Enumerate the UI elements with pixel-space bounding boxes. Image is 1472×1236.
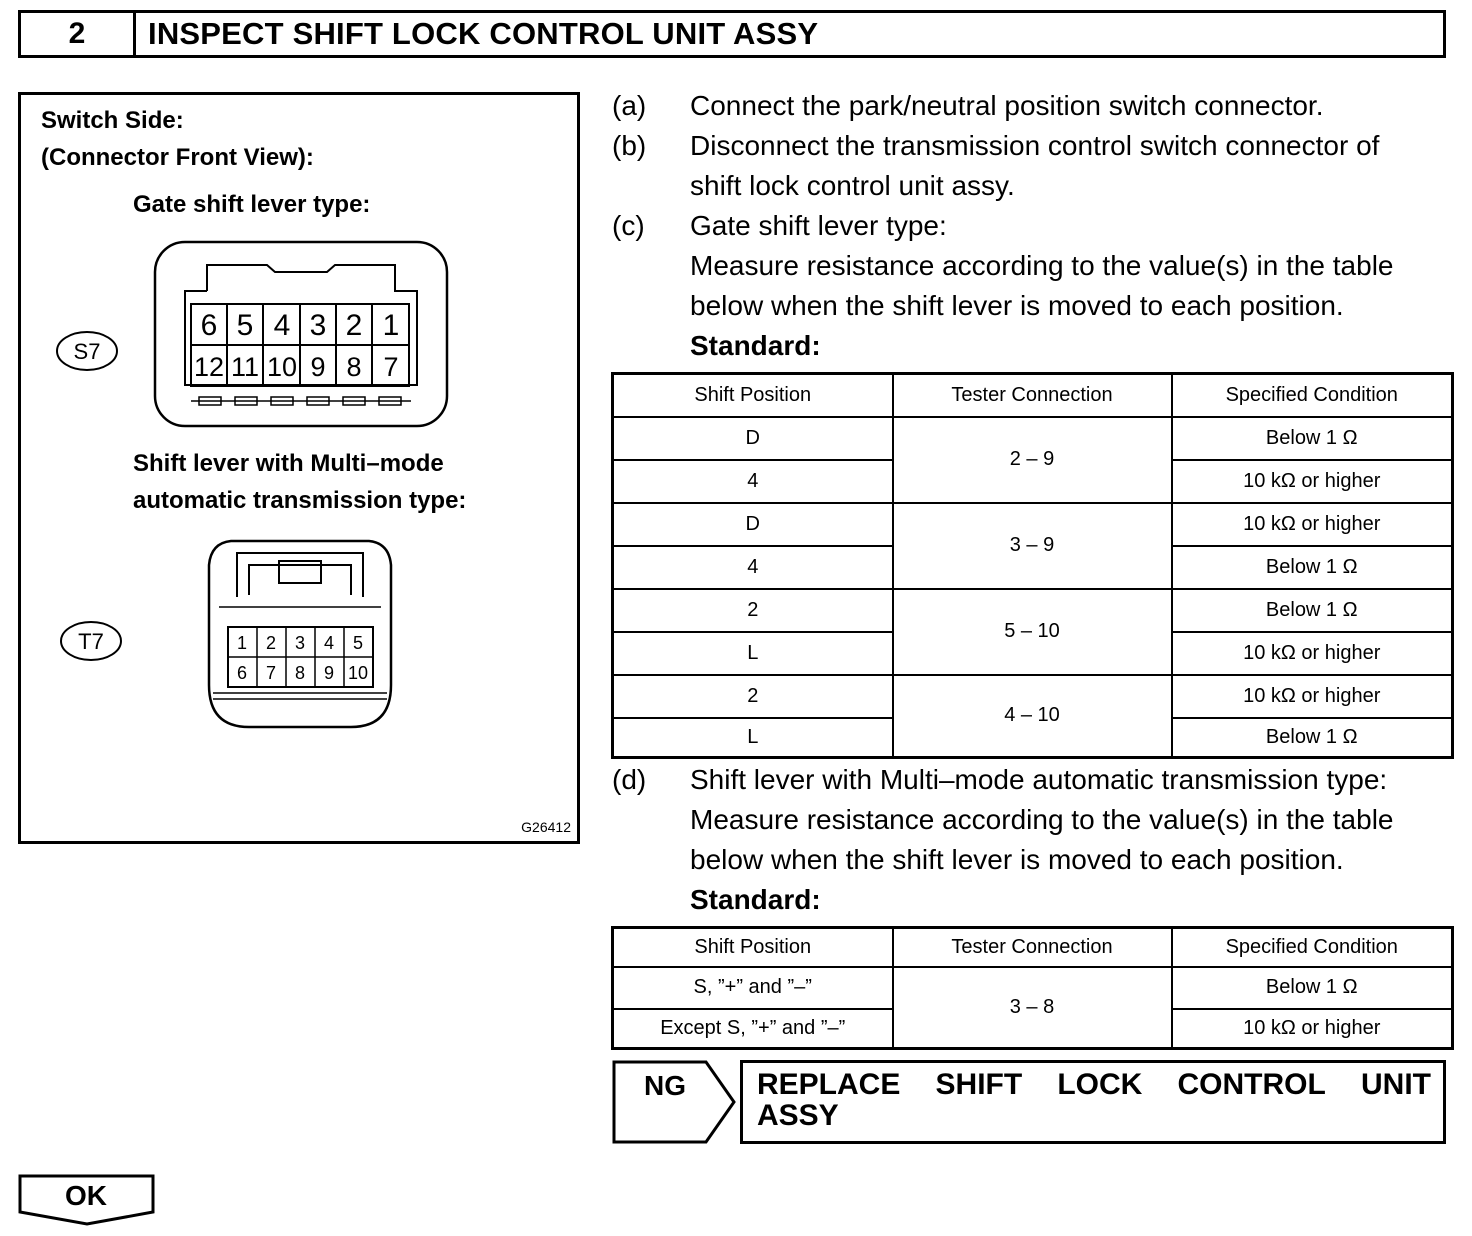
table1-cell-pos: 2 xyxy=(613,589,893,632)
s7-pin: 6 xyxy=(200,309,218,342)
table2-cell-conn: 3 – 8 xyxy=(893,967,1172,1049)
table1-cell-cond: 10 kΩ or higher xyxy=(1172,632,1453,675)
ng-result xyxy=(612,1060,1446,1144)
t7-pin: 4 xyxy=(323,633,335,653)
front-view-label: (Connector Front View): xyxy=(41,144,314,171)
t7-callout: T7 xyxy=(78,629,104,654)
figure-code: G26412 xyxy=(521,819,571,835)
table2-header-tester: Tester Connection xyxy=(893,928,1172,967)
s7-pin: 3 xyxy=(309,309,327,342)
multi-mode-spec-table xyxy=(611,926,1454,1050)
t7-pin: 6 xyxy=(236,663,248,683)
switch-side-label: Switch Side: xyxy=(41,107,184,134)
t7-pin: 3 xyxy=(294,633,306,653)
table1-cell-pos: 4 xyxy=(613,460,893,503)
t7-pin: 8 xyxy=(294,663,306,683)
table1-cell-cond: 10 kΩ or higher xyxy=(1172,460,1453,503)
table1-cell-cond: Below 1 Ω xyxy=(1172,546,1453,589)
s7-pin: 1 xyxy=(382,309,400,342)
ok-label: OK xyxy=(65,1180,107,1211)
s7-pin: 11 xyxy=(230,352,260,382)
table1-cell-pos: L xyxy=(613,632,893,675)
connector-figure xyxy=(18,92,580,844)
s7-pin: 12 xyxy=(193,352,225,382)
s7-pin: 7 xyxy=(383,352,399,382)
step-a-text: Connect the park/neutral position switch connector. xyxy=(690,90,1324,121)
step-c-text-2: Measure resistance according to the value(s) in the table xyxy=(690,250,1394,281)
table1-cell-cond: Below 1 Ω xyxy=(1172,417,1453,460)
action-word: CONTROL xyxy=(1177,1068,1326,1101)
step-b-text-2: shift lock control unit assy. xyxy=(690,170,1015,201)
action-word: SHIFT xyxy=(935,1068,1023,1101)
t7-pin: 10 xyxy=(347,663,369,683)
step-header xyxy=(18,10,1446,58)
table1-cell-conn: 2 – 9 xyxy=(893,417,1172,503)
multi-type-label-1: Shift lever with Multi–mode xyxy=(133,450,444,477)
table1-cell-cond: Below 1 Ω xyxy=(1172,589,1453,632)
table2-cell-cond: Below 1 Ω xyxy=(1172,967,1453,1009)
action-line-2: ASSY xyxy=(757,1099,839,1132)
s7-callout: S7 xyxy=(73,339,101,364)
step-d-text-2: Measure resistance according to the value(s) in the table xyxy=(690,804,1394,835)
replace-action-box xyxy=(740,1060,1446,1144)
t7-pin: 1 xyxy=(236,633,248,653)
multi-type-label-2: automatic transmission type: xyxy=(133,487,467,514)
table1-cell-pos: L xyxy=(613,718,893,758)
step-c-standard: Standard: xyxy=(690,330,821,361)
step-a-label: (a) xyxy=(612,90,647,121)
table1-header-shift: Shift Position xyxy=(613,374,893,417)
s7-pin: 8 xyxy=(346,352,362,382)
table1-cell-pos: D xyxy=(613,417,893,460)
t7-pin: 7 xyxy=(265,663,277,683)
table1-cell-cond: Below 1 Ω xyxy=(1172,718,1453,758)
s7-pin: 4 xyxy=(273,309,291,342)
table2-cell-pos: S, ”+” and ”–” xyxy=(613,967,893,1009)
table1-cell-pos: 2 xyxy=(613,675,893,718)
action-word: REPLACE xyxy=(757,1068,901,1101)
step-c-text-1: Gate shift lever type: xyxy=(690,210,947,241)
step-title: INSPECT SHIFT LOCK CONTROL UNIT ASSY xyxy=(148,16,819,51)
table2-header-condition: Specified Condition xyxy=(1172,928,1453,967)
t7-pin: 9 xyxy=(323,663,335,683)
table2-cell-pos: Except S, ”+” and ”–” xyxy=(613,1009,893,1049)
t7-pin: 5 xyxy=(352,633,364,653)
step-b-text-1: Disconnect the transmission control switch connector of xyxy=(690,130,1380,161)
table1-cell-pos: 4 xyxy=(613,546,893,589)
table1-header-tester: Tester Connection xyxy=(893,374,1172,417)
step-d-label: (d) xyxy=(612,764,647,795)
action-word: LOCK xyxy=(1057,1068,1143,1101)
table2-header-shift: Shift Position xyxy=(613,928,893,967)
gate-type-spec-table xyxy=(611,372,1454,759)
s7-pin: 10 xyxy=(266,352,298,382)
t7-pin: 2 xyxy=(265,633,277,653)
table1-header-condition: Specified Condition xyxy=(1172,374,1453,417)
s7-pin: 5 xyxy=(236,309,254,342)
table1-cell-conn: 4 – 10 xyxy=(893,675,1172,758)
step-c-text-3: below when the shift lever is moved to each position. xyxy=(690,290,1344,321)
ng-label: NG xyxy=(644,1070,686,1101)
step-d-standard: Standard: xyxy=(690,884,821,915)
table1-cell-pos: D xyxy=(613,503,893,546)
step-c-label: (c) xyxy=(612,210,645,241)
table2-cell-cond: 10 kΩ or higher xyxy=(1172,1009,1453,1049)
step-b-label: (b) xyxy=(612,130,647,161)
s7-pin: 9 xyxy=(310,352,326,382)
step-d-text-1: Shift lever with Multi–mode automatic transmission type: xyxy=(690,764,1388,795)
s7-pin: 2 xyxy=(345,309,363,342)
table1-cell-cond: 10 kΩ or higher xyxy=(1172,503,1453,546)
table1-cell-conn: 5 – 10 xyxy=(893,589,1172,675)
table1-cell-cond: 10 kΩ or higher xyxy=(1172,675,1453,718)
step-number: 2 xyxy=(21,13,136,55)
gate-type-label: Gate shift lever type: xyxy=(133,191,371,218)
table1-cell-conn: 3 – 9 xyxy=(893,503,1172,589)
action-word: UNIT xyxy=(1360,1068,1431,1101)
ok-result xyxy=(18,1174,156,1226)
step-d-text-3: below when the shift lever is moved to each position. xyxy=(690,844,1344,875)
